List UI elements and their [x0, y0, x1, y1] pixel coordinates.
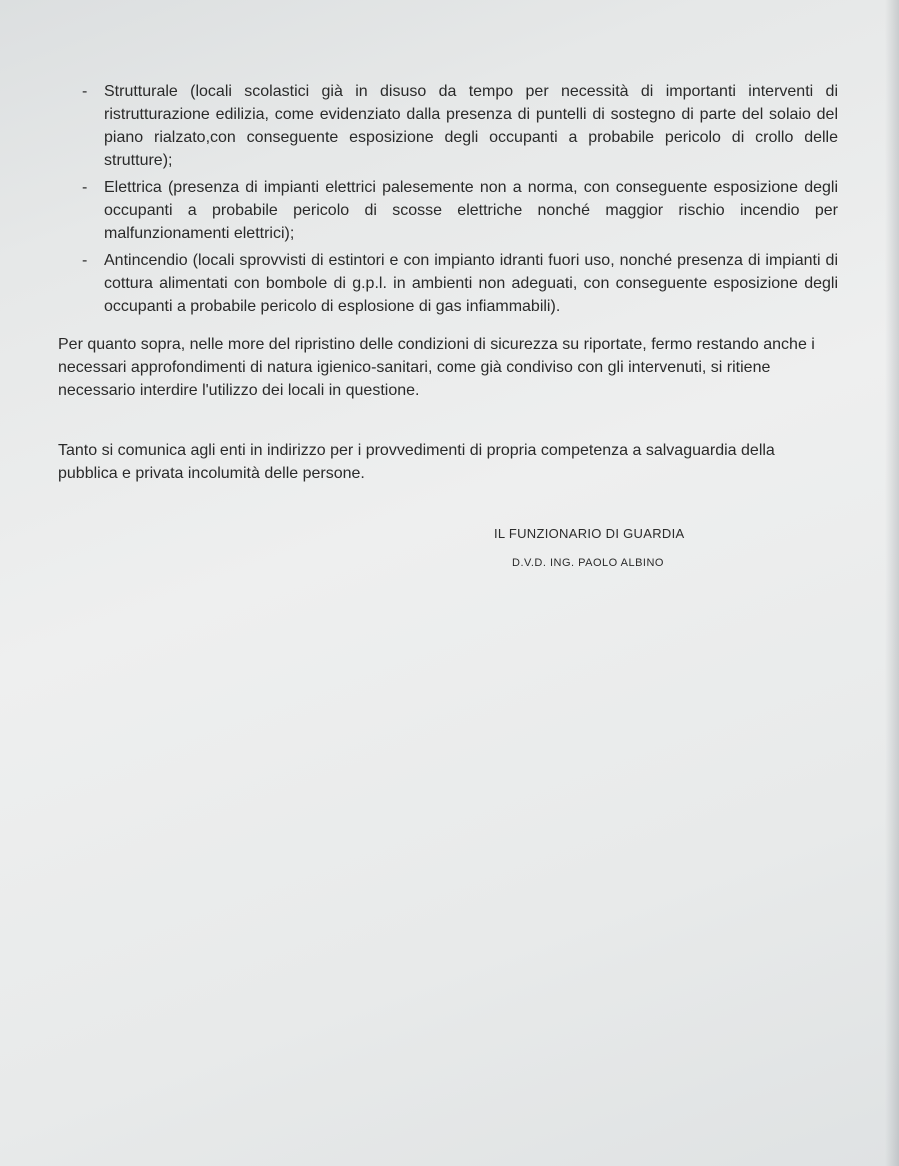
list-item-text: Strutturale (locali scolastici già in disuso da tempo per necessità di importanti interventi di ristrutturazione edilizia, come evidenziato dalla presenza di puntelli di sostegno di parte del solaio del piano rialzato,con conseguente esposizione degli occupanti a probabile pericolo di crollo delle strutture);: [104, 83, 838, 169]
signature-name: D.V.D. ING. PAOLO ALBINO: [512, 557, 664, 569]
list-dash: -: [82, 83, 88, 100]
list-item-text: Elettrica (presenza di impianti elettrici palesemente non a norma, con conseguente esposizione degli occupanti a probabile pericolo di scosse elettriche nonché maggior rischio incendio per malfunzionamenti elettrici);: [104, 179, 838, 242]
list-dash: -: [82, 252, 88, 269]
list-item-text: Antincendio (locali sprovvisti di estintori e con impianto idranti fuori uso, nonché presenza di impianti di cottura alimentati con bombole di g.p.l. in ambienti non adeguati, con conseguente esposizione degli occupanti a probabile pericolo di esplosione di gas infiammabili).: [104, 252, 838, 315]
signature-title: IL FUNZIONARIO DI GUARDIA: [494, 526, 685, 541]
communication-paragraph: Tanto si comunica agli enti in indirizzo per i provvedimenti di propria competenza a salvaguardia della pubblica e privata incolumità delle persone.: [58, 442, 775, 482]
list-item: [78, 176, 838, 245]
list-item: [78, 80, 838, 172]
conclusion-paragraph: Per quanto sopra, nelle more del ripristino delle condizioni di sicurezza su riportate, fermo restando anche i necessari approfondimenti di natura igienico-sanitari, come già condiviso con gli intervenuti, si ritiene necessario interdire l'utilizzo dei locali in questione.: [58, 336, 815, 399]
page-edge-shadow: [885, 0, 899, 1166]
list-item: [78, 249, 838, 318]
list-dash: -: [82, 179, 88, 196]
risk-list: [78, 80, 838, 322]
